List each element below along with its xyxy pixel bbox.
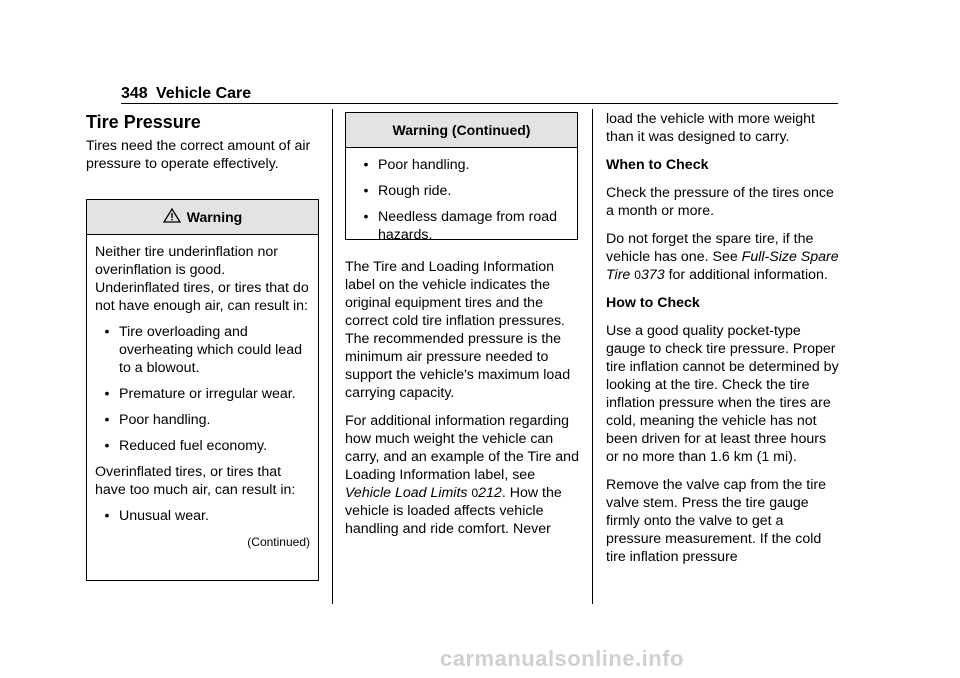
paragraph: load the vehicle with more weight than it was designed to carry. — [606, 111, 815, 145]
page-ref[interactable]: 212 — [478, 485, 502, 501]
warning-heading: Warning — [186, 209, 243, 225]
warning-header — [87, 200, 318, 235]
page-ref-symbol: 0 — [634, 268, 641, 282]
column-1 — [86, 137, 322, 183]
page-number: 348 — [121, 85, 148, 102]
list-item: • Tire overloading and overheating which could lead to a blowout. — [104, 324, 302, 376]
intro-text: Tires need the correct amount of air pressure to operate effectively. — [86, 138, 311, 172]
paragraph: Check the pressure of the tires once a month or more. — [606, 185, 834, 219]
list-item: • Rough ride. — [363, 183, 452, 199]
subheading: When to Check — [606, 157, 709, 173]
list-item: • Poor handling. — [363, 157, 470, 173]
warning-icon — [163, 208, 181, 226]
page-title: Tire Pressure — [86, 112, 201, 132]
page-ref-symbol: 0 — [471, 486, 479, 500]
watermark: carmanualsonline.info — [440, 646, 684, 671]
cross-reference-link[interactable]: Full-Size Spare Tire — [606, 249, 839, 283]
list-item: • Reduced fuel economy. — [104, 438, 268, 454]
list-item: • Poor handling. — [104, 412, 211, 428]
continued-label: (Continued) — [247, 535, 310, 549]
paragraph: Do not forget the spare tire, if the vehicle has one. See Full-Size Spare Tire 0373 for additional information. — [606, 231, 839, 283]
warning-box — [86, 199, 319, 581]
column-3 — [606, 110, 842, 576]
warning-para-1: Neither tire underinflation nor overinflation is good. Underinflated tires, or tires that do not have enough air, can result in: — [95, 244, 309, 314]
cross-reference-link[interactable]: Vehicle Load Limits — [345, 485, 468, 501]
column-2 — [345, 258, 582, 548]
list-item: • Premature or irregular wear. — [104, 386, 296, 402]
paragraph: For additional information regarding how much weight the vehicle can carry, and an example of the Tire and Loading Information label, see Vehicle Load Limits 0212. How the vehicle is loaded affects vehicle handling and ride comfort. Never — [345, 413, 579, 537]
section-title: Vehicle Care — [156, 85, 252, 102]
page-ref[interactable]: 373 — [640, 267, 665, 283]
paragraph: Remove the valve cap from the tire valve stem. Press the tire gauge firmly onto the valve to get a pressure measurement. If the cold tire inflation pressure — [606, 477, 827, 565]
column-divider-2 — [592, 109, 593, 604]
subheading: How to Check — [606, 295, 700, 311]
paragraph: Use a good quality pocket-type gauge to check tire pressure. Proper tire inflation cannot be determined by looking at the tire. Check the tire inflation pressure when the tires are cold, meaning the vehicle has not been driven for at least three hours or no more than 1.6 km (1 mi). — [606, 323, 839, 465]
list-item: • Needless damage from road hazards. — [363, 209, 558, 243]
header-rule — [121, 103, 838, 104]
warning-continued-header: Warning (Continued) — [346, 113, 577, 148]
warning-continued-box — [345, 112, 578, 243]
warning-para-2: Overinflated tires, or tires that have too much air, can result in: — [95, 464, 296, 498]
paragraph: The Tire and Loading Information label on the vehicle indicates the original equipment tires and the correct cold tire inflation pressures. The recommended pressure is the minimum air pressure needed to support the vehicle's maximum load carrying capacity. — [345, 259, 571, 401]
list-item: • Unusual wear. — [104, 508, 209, 524]
column-divider-1 — [332, 109, 333, 604]
